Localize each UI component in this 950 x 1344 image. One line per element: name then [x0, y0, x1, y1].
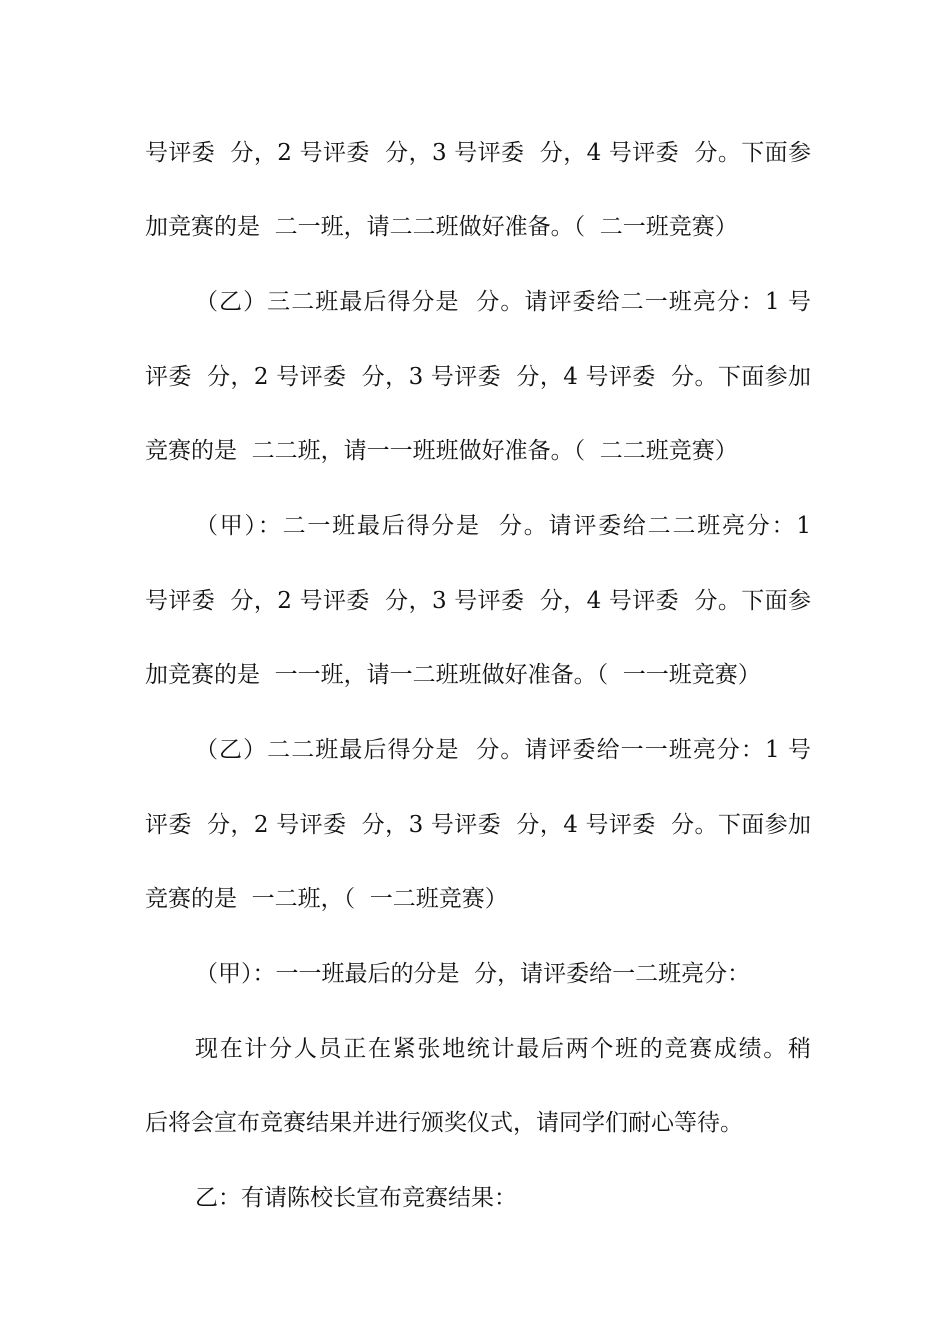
text-line-13: 现在计分人员正在紧张地统计最后两个班的竞赛成绩。稍 [195, 1036, 811, 1062]
text-line-8: 加竞赛的是 一一班，请一二班班做好准备。（ 一一班竞赛） [145, 662, 761, 688]
text-line-14: 后将会宣布竞赛结果并进行颁奖仪式，请同学们耐心等待。 [145, 1110, 743, 1136]
text-line-11: 竞赛的是 一二班，（ 一二班竞赛） [145, 886, 508, 912]
text-line-9: （乙）二二班最后得分是 分。请评委给一一班亮分：1 号 [195, 737, 811, 763]
text-line-2: 加竞赛的是 二一班，请二二班做好准备。（ 二一班竞赛） [145, 214, 738, 240]
text-line-15: 乙：有请陈校长宣布竞赛结果： [195, 1185, 517, 1211]
text-line-3: （乙）三二班最后得分是 分。请评委给二一班亮分：1 号 [195, 289, 811, 315]
text-line-12: （甲）：一一班最后的分是 分，请评委给一二班亮分： [195, 961, 751, 987]
text-line-6: （甲）：二一班最后得分是 分。请评委给二二班亮分：1 [195, 513, 811, 539]
text-line-1: 号评委 分，2 号评委 分，3 号评委 分，4 号评委 分。下面参 [145, 140, 811, 166]
text-line-7: 号评委 分，2 号评委 分，3 号评委 分，4 号评委 分。下面参 [145, 588, 811, 614]
text-line-4: 评委 分，2 号评委 分，3 号评委 分，4 号评委 分。下面参加 [145, 364, 811, 390]
text-line-10: 评委 分，2 号评委 分，3 号评委 分，4 号评委 分。下面参加 [145, 812, 811, 838]
text-line-5: 竞赛的是 二二班，请一一班班做好准备。（ 二二班竞赛） [145, 438, 738, 464]
